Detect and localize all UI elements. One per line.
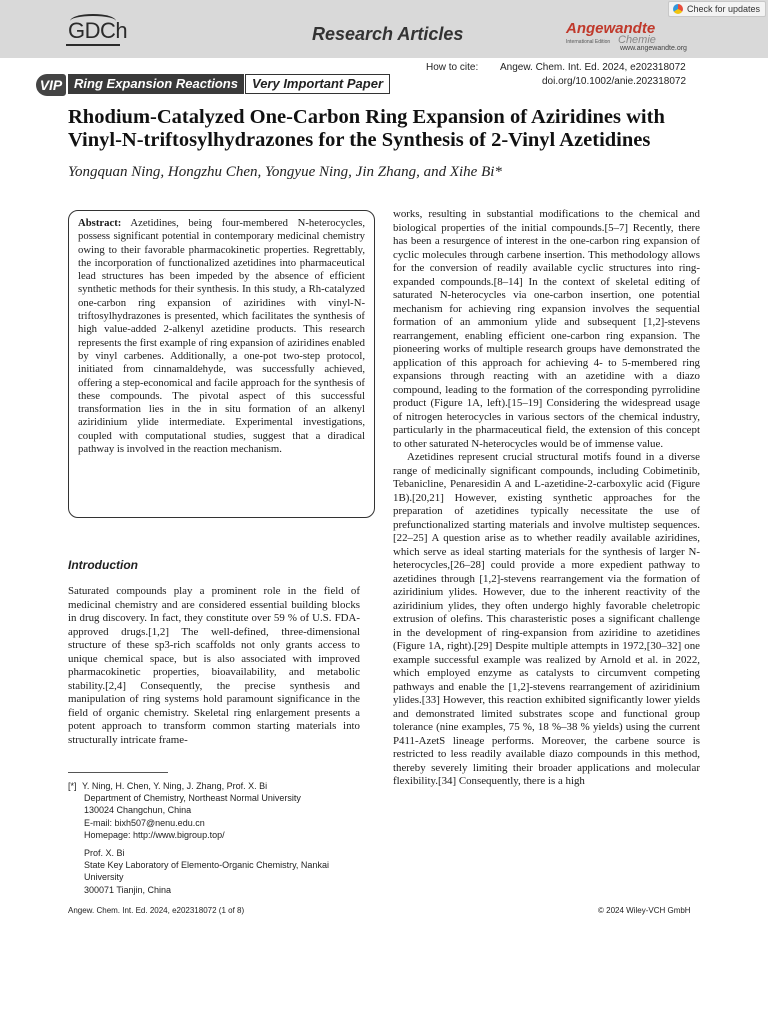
gdch-logo-underline — [66, 44, 120, 46]
affiliation-city: 130024 Changchun, China — [84, 805, 192, 816]
affiliation-marker: [*] — [68, 781, 77, 791]
journal-logo-subtitle: International Edition — [566, 39, 611, 45]
crossmark-icon — [673, 4, 683, 14]
left-column — [68, 585, 360, 747]
introduction-heading: Introduction — [68, 558, 138, 572]
author-list: Yongquan Ning, Hongzhu Chen, Yongyue Ning, Jin Zhang, and Xihe Bi* — [68, 164, 502, 180]
topic-badge: Ring Expansion Reactions — [68, 74, 244, 94]
affiliation-university: University — [84, 872, 124, 883]
right-paragraph-1: works, resulting in substantial modifications to the chemical and biological properties of the initial compounds.[5–7] Recently, there has been a resurgence of interest in the one-carbon ring expansion of cyclic molecules through carbene insertion. This methodology allows for the conversion of readily available cyclic structures into ring-expanded compounds.[8–14] In the context of skeletal editing of saturated N-heterocycles via one-carbon insertion, one potential mechanism for achieving ring expansion involves the sequential formation of an ammonium ylide and subsequent [1,2]-stevens rearrangement, enabling efficient one-carbon ring expansion. The pioneering works of multiple research groups have demonstrated the application of this approach for achieving 4- to 5-membered ring expansions through reacting with an azetidine with a diazo compound, leading to the formation of the corresponding pyrrolidine product (Figure 1A, left).[15–19] Considering the widespread usage of nitrogen heterocycles in various sectors of the chemical industry, particularly in the pharmaceutical field, the extension of this concept to other saturated N-heterocycles would be of immense value. — [393, 208, 700, 450]
section-title: Research Articles — [312, 24, 464, 44]
page-header — [0, 0, 768, 58]
footer-copyright: © 2024 Wiley-VCH GmbH — [598, 906, 691, 915]
affiliation-author-2: Prof. X. Bi — [84, 848, 125, 859]
affiliation-homepage[interactable]: Homepage: http://www.bigroup.top/ — [84, 829, 225, 840]
article-title: Rhodium-Catalyzed One-Carbon Ring Expansion of Aziridines with Vinyl-N-triftosylhydrazones for the Synthesis of 2-Vinyl Azetidines — [68, 106, 665, 151]
right-column — [393, 208, 700, 789]
abstract-text: Azetidines, being four-membered N-heterocycles, possess significant potential in contemporary medicinal chemistry owing to their favorable pharmacokinetic properties. Regrettably, the incorporation of functionalized azetidines into pharmaceutical lead structures has been impeded by the absence of efficient synthetic methods for their synthesis. In this study, a Rh-catalyzed one-carbon ring expansion of aziridines with vinyl-N-triftosylhydrazones is presented, which facilitates the synthesis of high value-added 2-alkenyl azetidine products. This research represents the first example of ring expansion of aziridines enabled by vinyl carbenes. Additionally, a one-pot two-step protocol, initiated from cinnamaldehyde, was successfully achieved, offering a step-economical and facile approach for the synthesis of these compounds. The pivotal aspect of this successful transformation lies in the in situ formation of an alkenyl aziridinium ylide intermediate. Experimental investigations, coupled with computational studies, suggest that a diradical pathway is involved in the reaction mechanism. — [78, 217, 365, 456]
affiliation-line — [68, 780, 368, 792]
citation-doi[interactable]: doi.org/10.1002/anie.202318072 — [542, 76, 687, 87]
check-for-updates-label: Check for updates — [687, 4, 761, 14]
introduction-paragraph: Saturated compounds play a prominent role in the field of medicinal chemistry and are considered essential building blocks in drug discovery. In fact, they constitute over 59 % of U.S. FDA-approved drugs.[1,2] The well-defined, three-dimensional structure of these sp3-rich scaffolds not only grants access to unique chemical space, but is also associated with improved pharmacokinetic properties, bioavailability, and metabolic stability.[2,4] Consequently, the precise synthesis and manipulation of ring systems hold paramount significance in the field of organic chemistry. Skeletal ring enlargement presents a potent approach to transform common starting materials into structurally intricate frame- — [68, 585, 360, 746]
abstract-lead: Abstract: — [78, 217, 122, 229]
right-paragraph-2: Azetidines represent crucial structural motifs found in a diverse range of medicinally significant compounds, including Cobimetinib, Tebanicline, Penaresidin A and L-azetidine-2-carboxylic acid (Figure 1B).[20,21] However, existing synthetic approaches for the preparation of azetidines typically necessitate the use of prefunctionalized starting materials and involve multistep sequences.[22–25] A question arise as to whether readily available aziridines, which serve as ideal starting materials for the synthesis of larger N-heterocycles,[26–28] could provide a more expedient pathway to azetidines through [1,2]-stevens rearrangement via the formation of aziridinium ylides. However, due to the inherent reactivity of the aziridinium ylides, they often undergo highly favorable cheletropic extrusion of olefins. This charasteristic poses a significant challenge in the development of ring-expansion from aziridine to azetidines (Figure 1A, right).[29] Despite multiple attempts in 1972,[30–32] one example successful example was realized by Arnold et al. in 2022, which employed enzyme as catalysts to circumvent competing pathways and enable the [1,2]-stevens rearrangement of aziridinium ylides.[33] However, this reaction exhibited significantly lower yields and demonstrated limited substrates scope and functional group tolerance (nine examples, 75 %, 18 %–38 % yields) using the current P411-AzetS lineage performs. Moreover, the carbene source is restricted to less readily available diazo compounds in this method, thereby severely limiting their broader applications and molecular flexibility.[34] Consequently, there is a high — [393, 451, 700, 787]
gdch-logo: GDCh — [68, 18, 128, 43]
abstract-paragraph — [78, 217, 365, 456]
citation-reference: Angew. Chem. Int. Ed. 2024, e202318072 — [500, 62, 686, 73]
journal-url: www.angewandte.org — [620, 45, 687, 52]
abstract-box — [68, 210, 375, 518]
affiliation-dept: Department of Chemistry, Northeast Normal University — [84, 793, 301, 804]
affiliation-authors: Y. Ning, H. Chen, Y. Ning, J. Zhang, Prof. X. Bi — [82, 781, 268, 791]
paper-type-badge: Very Important Paper — [245, 74, 390, 94]
affiliation-city-2: 300071 Tianjin, China — [84, 884, 172, 895]
journal-logo-chemie: Chemie — [618, 34, 656, 46]
footnote-rule — [68, 772, 168, 773]
vip-badge: VIP — [36, 74, 66, 96]
how-to-cite-label: How to cite: — [426, 62, 479, 73]
affiliation-email[interactable]: E-mail: bixh507@nenu.edu.cn — [84, 817, 205, 828]
check-for-updates-button[interactable] — [668, 1, 766, 17]
affiliations — [68, 780, 368, 896]
affiliation-lab: State Key Laboratory of Elemento-Organic Chemistry, Nankai — [84, 860, 329, 871]
footer-citation: Angew. Chem. Int. Ed. 2024, e202318072 (1 of 8) — [68, 906, 245, 915]
journal-logo: Angewandte — [566, 20, 656, 37]
